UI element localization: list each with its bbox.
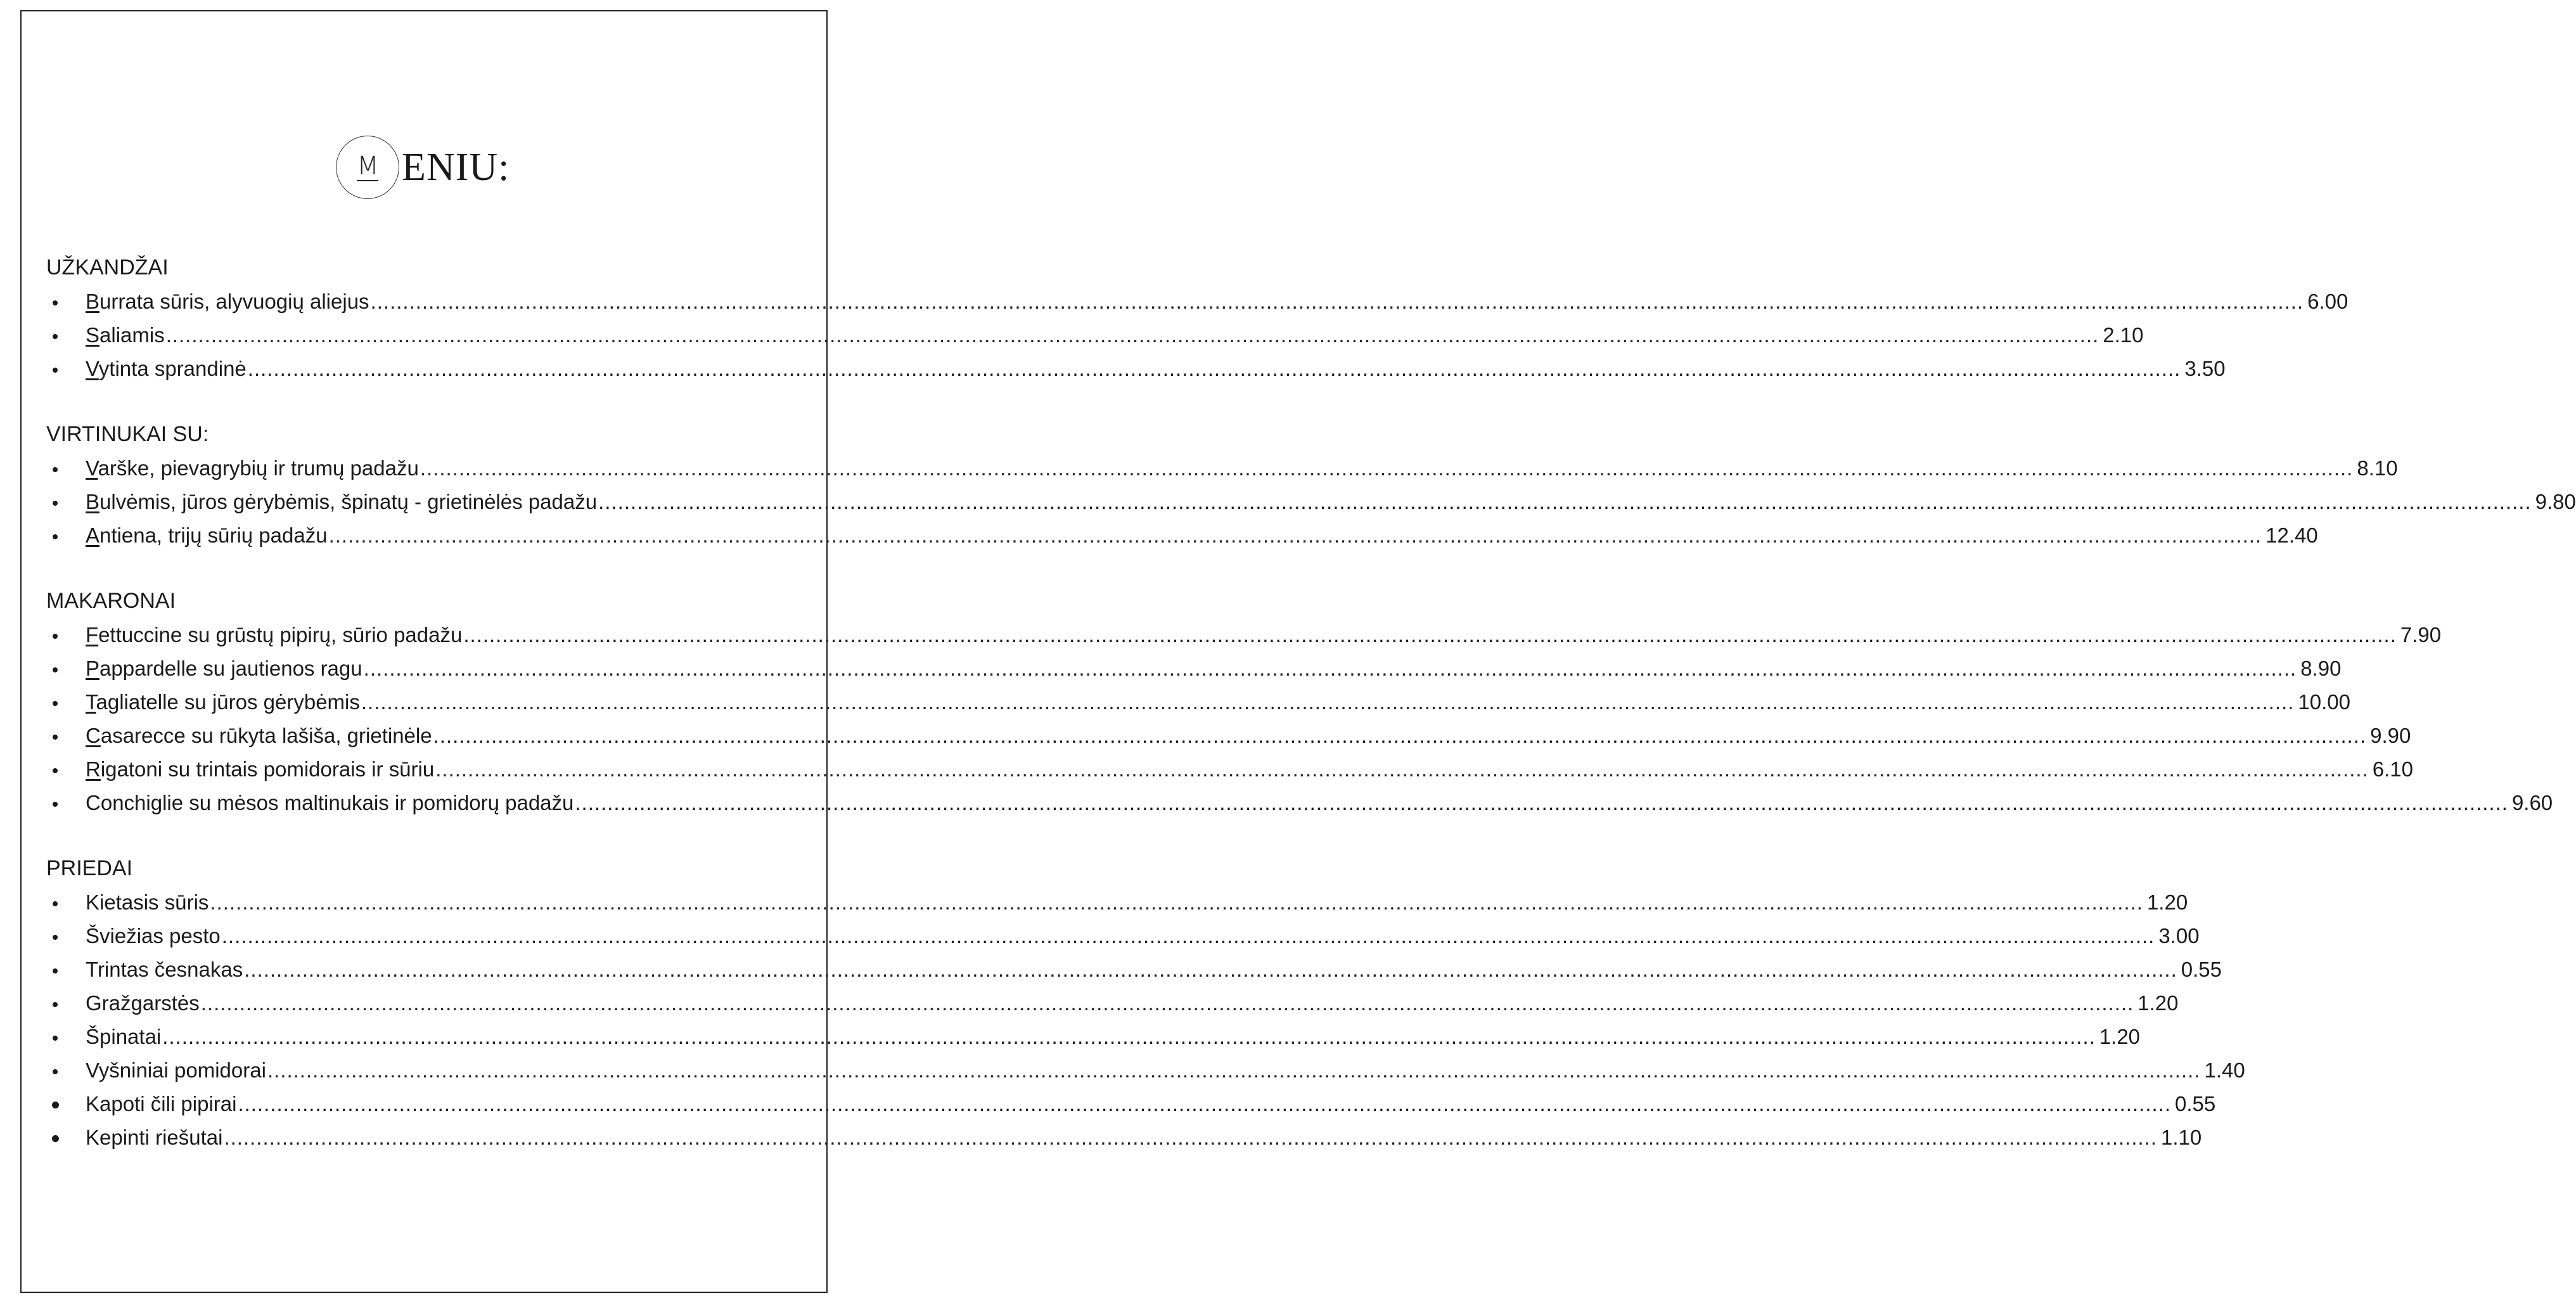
item-price: 1.10 (2161, 1126, 2202, 1149)
item-price: 7.90 (2400, 623, 2442, 646)
bullet-icon (53, 968, 58, 974)
menu-item (46, 885, 2188, 919)
logo-circle-icon (336, 136, 399, 199)
item-name (86, 318, 165, 352)
dot-leader: ............................................................................................................................................................................................................................................................................................................ (162, 1025, 2096, 1048)
bullet-icon (53, 368, 58, 373)
menu-section (46, 418, 2576, 552)
item-name-rest: arške, pievagrybių ir trumų padažu (98, 456, 419, 480)
bullet-icon (52, 1135, 59, 1142)
item-name (86, 885, 208, 919)
item-name-rest: ytinta sprandinė (98, 357, 247, 380)
item-name-initial: K (86, 890, 100, 914)
menu-item (46, 652, 2342, 685)
menu-item (46, 919, 2200, 953)
menu-item (46, 1121, 2202, 1154)
item-name (86, 786, 574, 819)
menu-item (46, 752, 2414, 786)
menu-item (46, 352, 2226, 385)
bullet-icon (53, 667, 58, 672)
dot-leader: ............................................................................................................................................................................................................................................................................................................ (165, 323, 2099, 347)
item-name-initial: K (86, 1126, 100, 1149)
item-name-rest: appardelle su jautienos ragu (99, 657, 362, 680)
dot-leader: ............................................................................................................................................................................................................................................................................................................ (224, 1126, 2158, 1149)
bullet-icon (53, 901, 58, 906)
bullet-icon (53, 1036, 58, 1041)
menu-item (46, 518, 2318, 552)
bullet-icon (53, 701, 58, 706)
item-price: 1.20 (2099, 1025, 2141, 1048)
item-name-initial: Š (86, 924, 100, 948)
item-name-rest: pinatai (99, 1025, 162, 1048)
section-title: UŽKANDŽAI (46, 255, 169, 280)
item-price: 2.10 (2103, 323, 2144, 347)
item-name-initial: C (86, 724, 101, 747)
item-price: 8.90 (2300, 657, 2342, 680)
dot-leader: ............................................................................................................................................................................................................................................................................................................ (598, 490, 2532, 513)
bullet-icon (53, 768, 58, 773)
item-price: 10.00 (2298, 690, 2351, 714)
item-name-rest: ražgarstės (101, 991, 200, 1015)
menu-item (46, 318, 2144, 352)
item-name-rest: ettuccine su grūstų pipirų, sūrio padažu (98, 623, 463, 646)
menu-item (46, 786, 2553, 819)
item-name-rest: aliamis (99, 323, 165, 347)
item-price: 9.60 (2511, 791, 2553, 814)
item-name-initial: T (86, 690, 96, 714)
bullet-icon (53, 300, 58, 305)
dot-leader: ............................................................................................................................................................................................................................................................................................................ (221, 924, 2155, 948)
item-name-rest: asarecce su rūkyta lašiša, grietinėle (100, 724, 432, 747)
section-title: MAKARONAI (46, 589, 176, 613)
item-name-initial: T (86, 958, 98, 981)
item-name-initial: B (86, 490, 100, 513)
dot-leader: ............................................................................................................................................................................................................................................................................................................ (244, 958, 2177, 981)
menu-item (46, 485, 2576, 518)
bullet-icon (53, 1069, 58, 1074)
item-name (86, 752, 434, 786)
section-title: VIRTINUKAI SU: (46, 422, 209, 446)
item-name-initial: V (86, 1058, 99, 1082)
menu-item (46, 1020, 2141, 1053)
item-name-initial: B (86, 290, 100, 313)
item-name (86, 652, 362, 685)
menu-item (46, 1087, 2216, 1121)
item-name (86, 1087, 236, 1121)
item-name-rest: apoti čili pipirai (99, 1092, 237, 1115)
item-price: 3.00 (2158, 924, 2200, 948)
item-name (86, 986, 200, 1020)
page-title: ENIU: (402, 145, 510, 189)
dot-leader: ............................................................................................................................................................................................................................................................................................................ (247, 357, 2181, 380)
menu-section (46, 852, 2245, 1154)
item-name-rest: urrata sūris, alyvuogių aliejus (99, 290, 369, 313)
item-name-rest: viežias pesto (99, 924, 221, 948)
item-name-initial: V (86, 456, 98, 480)
item-price: 8.10 (2357, 456, 2398, 480)
item-name (86, 1053, 266, 1087)
dot-leader: ............................................................................................................................................................................................................................................................................................................ (267, 1058, 2201, 1082)
menu-item (46, 986, 2179, 1020)
menu-item (46, 285, 2349, 318)
item-name-initial: F (86, 623, 99, 646)
item-name-initial: P (86, 657, 100, 680)
dot-leader: ............................................................................................................................................................................................................................................................................................................ (200, 991, 2134, 1015)
bullet-icon (53, 735, 58, 740)
item-price: 6.10 (2372, 757, 2414, 781)
item-name-initial: C (86, 791, 101, 814)
item-name (86, 953, 243, 986)
item-name-initial: S (86, 323, 100, 347)
item-name (86, 685, 360, 719)
item-name-rest: epinti riešutai (99, 1126, 223, 1149)
item-name (86, 518, 328, 552)
bullet-icon (52, 1102, 59, 1108)
item-price: 0.55 (2175, 1092, 2216, 1115)
menu-section (46, 251, 2349, 385)
bullet-icon (53, 634, 58, 639)
bullet-icon (53, 501, 58, 506)
item-name (86, 451, 419, 485)
bullet-icon (53, 467, 58, 472)
item-name (86, 1121, 222, 1154)
bullet-icon (53, 935, 58, 940)
dot-leader: ............................................................................................................................................................................................................................................................................................................ (370, 290, 2304, 313)
bullet-icon (53, 334, 58, 339)
section-title: PRIEDAI (46, 856, 133, 880)
item-price: 1.20 (2137, 991, 2179, 1015)
item-name-rest: agliatelle su jūros gėrybėmis (96, 690, 360, 714)
menu-header (336, 134, 509, 200)
item-price: 12.40 (2265, 524, 2318, 547)
menu-item (46, 618, 2442, 652)
dot-leader: ............................................................................................................................................................................................................................................................................................................ (463, 623, 2397, 646)
item-name-initial: G (86, 991, 102, 1015)
item-price: 9.80 (2535, 490, 2576, 513)
item-name-rest: ietasis sūris (99, 890, 209, 914)
dot-leader: ............................................................................................................................................................................................................................................................................................................ (361, 690, 2295, 714)
item-name (86, 485, 597, 518)
dot-leader: ............................................................................................................................................................................................................................................................................................................ (238, 1092, 2171, 1115)
menu-item (46, 1053, 2245, 1087)
item-name-rest: ulvėmis, jūros gėrybėmis, špinatų - grietinėlės padažu (99, 490, 598, 513)
dot-leader: ............................................................................................................................................................................................................................................................................................................ (575, 791, 2508, 814)
item-name-initial: V (86, 357, 99, 380)
logo-letter: M (357, 151, 378, 181)
item-name-rest: rintas česnakas (97, 958, 243, 981)
item-name-initial: R (86, 757, 101, 781)
item-price: 6.00 (2307, 290, 2349, 313)
menu-section (46, 584, 2553, 819)
menu-item (46, 719, 2411, 752)
item-name (86, 285, 369, 318)
item-price: 1.20 (2146, 890, 2188, 914)
item-name (86, 719, 432, 752)
item-price: 1.40 (2204, 1058, 2245, 1082)
item-name-rest: igatoni su trintais pomidorais ir sūriu (100, 757, 435, 781)
dot-leader: ............................................................................................................................................................................................................................................................................................................ (435, 757, 2369, 781)
bullet-icon (53, 1002, 58, 1007)
item-name-initial: K (86, 1092, 100, 1115)
item-name-rest: ntiena, trijų sūrių padažu (99, 524, 328, 547)
bullet-icon (53, 534, 58, 539)
menu-list (46, 251, 2576, 1186)
item-name (86, 618, 462, 652)
menu-item (46, 953, 2222, 986)
item-name (86, 919, 221, 953)
menu-item (46, 685, 2351, 719)
menu-item (46, 451, 2398, 485)
item-name (86, 352, 247, 385)
dot-leader: ............................................................................................................................................................................................................................................................................................................ (433, 724, 2367, 747)
item-name-rest: onchiglie su mėsos maltinukais ir pomidorų padažu (100, 791, 574, 814)
item-name (86, 1020, 161, 1053)
item-price: 3.50 (2184, 357, 2226, 380)
item-name-initial: A (86, 524, 100, 547)
item-name-initial: Š (86, 1025, 100, 1048)
dot-leader: ............................................................................................................................................................................................................................................................................................................ (420, 456, 2354, 480)
dot-leader: ............................................................................................................................................................................................................................................................................................................ (363, 657, 2297, 680)
item-name-rest: yšniniai pomidorai (98, 1058, 266, 1082)
dot-leader: ............................................................................................................................................................................................................................................................................................................ (328, 524, 2262, 547)
item-price: 9.90 (2370, 724, 2411, 747)
bullet-icon (53, 802, 58, 807)
dot-leader: ............................................................................................................................................................................................................................................................................................................ (210, 890, 2143, 914)
item-price: 0.55 (2181, 958, 2222, 981)
